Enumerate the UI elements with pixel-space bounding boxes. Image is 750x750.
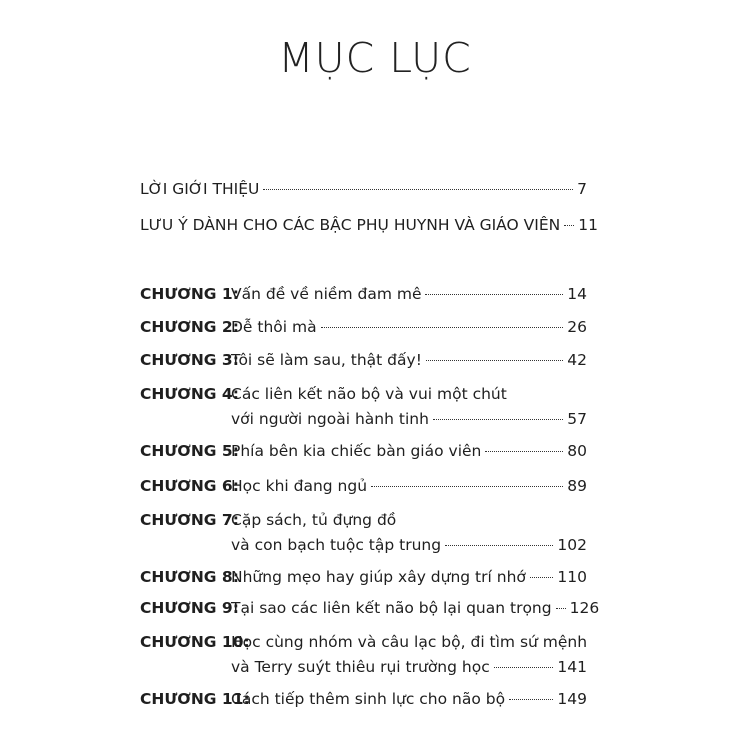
toc-entry-chapter-9 bbox=[140, 598, 600, 618]
toc-entry-chapter-8 bbox=[140, 567, 587, 587]
chapter-title: Học khi đang ngủ bbox=[231, 477, 368, 495]
chapter-label: CHƯƠNG 3: bbox=[140, 351, 239, 369]
chapter-label: CHƯƠNG 1: bbox=[140, 285, 239, 303]
chapter-title: Dễ thôi mà bbox=[231, 318, 317, 336]
chapter-page: 149 bbox=[557, 690, 587, 708]
chapter-page: 110 bbox=[557, 568, 587, 586]
dot-leader bbox=[564, 225, 574, 226]
chapter-page: 102 bbox=[557, 536, 587, 554]
chapter-title-cont: với người ngoài hành tinh bbox=[231, 410, 429, 428]
chapter-title-cont: và con bạch tuộc tập trung bbox=[231, 536, 442, 554]
chapter-page: 126 bbox=[569, 599, 600, 617]
dot-leader bbox=[509, 699, 553, 700]
chapter-label: CHƯƠNG 9: bbox=[140, 599, 239, 617]
chapter-label: CHƯƠNG 5: bbox=[140, 442, 239, 460]
dot-leader bbox=[321, 327, 564, 328]
chapter-label: CHƯƠNG 6: bbox=[140, 477, 239, 495]
chapter-label: CHƯƠNG 2: bbox=[140, 318, 239, 336]
chapter-label: CHƯƠNG 11: bbox=[140, 690, 250, 708]
entry-page: 11 bbox=[578, 216, 598, 234]
chapter-page: 57 bbox=[567, 410, 587, 428]
toc-entry-chapter-7 bbox=[140, 510, 587, 555]
toc-entry-chapter-2 bbox=[140, 317, 587, 337]
toc-entry-chapter-5 bbox=[140, 441, 587, 461]
entry-title: LƯU Ý DÀNH CHO CÁC BẬC PHỤ HUYNH VÀ GIÁO VIÊN bbox=[140, 216, 561, 234]
chapter-title: Tại sao các liên kết não bộ lại quan trọng bbox=[231, 599, 552, 617]
toc-entry-intro bbox=[140, 179, 587, 199]
toc-entry-note bbox=[140, 215, 598, 235]
chapter-page: 89 bbox=[567, 477, 587, 495]
toc-entry-chapter-4 bbox=[140, 384, 587, 429]
chapter-title: Học cùng nhóm và câu lạc bộ, đi tìm sứ mệnh bbox=[231, 633, 588, 651]
dot-leader bbox=[433, 419, 563, 420]
toc-entry-chapter-1 bbox=[140, 284, 587, 304]
dot-leader bbox=[263, 189, 573, 190]
chapter-label: CHƯƠNG 10: bbox=[140, 633, 250, 651]
toc-entry-chapter-10 bbox=[140, 632, 587, 677]
entry-title: LỜI GIỚI THIỆU bbox=[140, 180, 260, 198]
dot-leader bbox=[556, 608, 566, 609]
page-title: MỤC LỤC bbox=[278, 34, 472, 82]
dot-leader bbox=[426, 360, 563, 361]
chapter-title: Phía bên kia chiếc bàn giáo viên bbox=[231, 442, 482, 460]
chapter-page: 141 bbox=[557, 658, 587, 676]
dot-leader bbox=[494, 667, 554, 668]
chapter-title: Tôi sẽ làm sau, thật đấy! bbox=[231, 351, 422, 369]
dot-leader bbox=[530, 577, 554, 578]
dot-leader bbox=[485, 451, 563, 452]
chapter-label: CHƯƠNG 8: bbox=[140, 568, 239, 586]
dot-leader bbox=[371, 486, 563, 487]
toc-entry-chapter-6 bbox=[140, 476, 587, 496]
chapter-title: Những mẹo hay giúp xây dựng trí nhớ bbox=[231, 568, 526, 586]
chapter-page: 14 bbox=[567, 285, 587, 303]
chapter-label: CHƯƠNG 4: bbox=[140, 385, 239, 403]
entry-page: 7 bbox=[577, 180, 587, 198]
chapter-title: Cặp sách, tủ đựng đồ bbox=[231, 511, 397, 529]
chapter-page: 26 bbox=[567, 318, 587, 336]
dot-leader bbox=[445, 545, 553, 546]
chapter-title: Các liên kết não bộ và vui một chút bbox=[231, 385, 507, 403]
chapter-title-cont: và Terry suýt thiêu rụi trường học bbox=[231, 658, 490, 676]
chapter-page: 42 bbox=[567, 351, 587, 369]
chapter-page: 80 bbox=[567, 442, 587, 460]
toc-entry-chapter-11 bbox=[140, 689, 587, 709]
chapter-title: Vấn đề về niềm đam mê bbox=[231, 285, 422, 303]
toc-entry-chapter-3 bbox=[140, 350, 587, 370]
chapter-title: Cách tiếp thêm sinh lực cho não bộ bbox=[231, 690, 506, 708]
chapter-label: CHƯƠNG 7: bbox=[140, 511, 239, 529]
dot-leader bbox=[425, 294, 563, 295]
